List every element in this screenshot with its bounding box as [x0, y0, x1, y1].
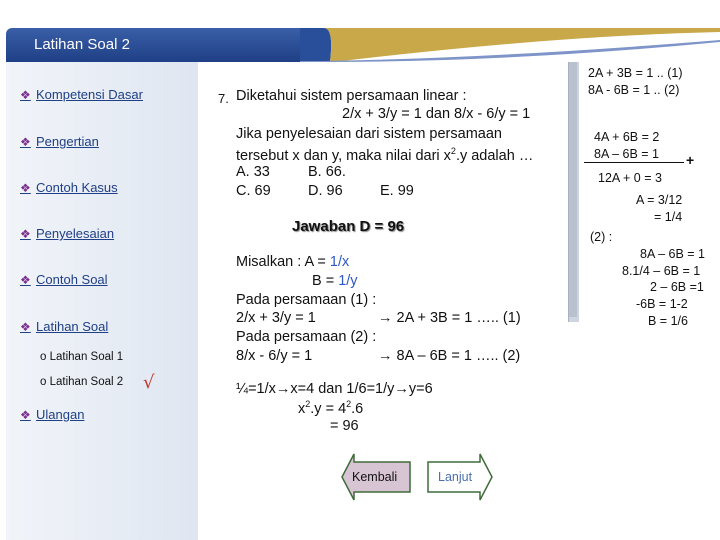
scrollbar-thumb[interactable]: [569, 62, 577, 317]
right-line-11: 2 – 6B =1: [650, 280, 704, 294]
solution-line-2: [312, 273, 358, 289]
solution-highlight: 1/y: [338, 273, 358, 289]
diamond-bullet-icon: ❖: [20, 319, 31, 334]
solution-line-1: [236, 254, 349, 270]
superscript: 2: [346, 399, 352, 409]
question-line-4-text: tersebut x dan y, maka nilai dari x: [236, 147, 451, 164]
superscript: 2: [305, 399, 311, 409]
sidebar-item-kompetensi-dasar[interactable]: [20, 87, 143, 102]
solution-line-4-left: 2/x + 3/y = 1: [236, 310, 316, 326]
right-line-7: = 1/4: [654, 210, 683, 224]
sidebar-subitem-latihan-soal-2[interactable]: [40, 376, 123, 388]
sidebar-item-penyelesaian[interactable]: [20, 226, 114, 241]
sum-rule: [584, 162, 684, 163]
superscript: 2: [450, 146, 456, 156]
right-line-1: 2A + 3B = 1 .. (1): [588, 66, 683, 80]
right-line-6: A = 3/12: [636, 193, 683, 207]
right-line-9: 8A – 6B = 1: [640, 247, 705, 261]
next-button-label: Lanjut: [438, 470, 473, 484]
solution-line-6-right: → 8A – 6B = 1 ….. (2): [378, 348, 521, 364]
solution-highlight: 1/x: [329, 254, 350, 270]
plus-sign: +: [686, 152, 695, 168]
solution-line-5: Pada persamaan (2) :: [236, 329, 377, 345]
option-e: E. 99: [380, 183, 414, 199]
sidebar-item-contoh-kasus[interactable]: [20, 180, 118, 195]
solution-line-4-right: → 2A + 3B = 1 ….. (1): [378, 310, 521, 326]
solution-text: B =: [312, 273, 339, 289]
diamond-bullet-icon: ❖: [20, 134, 31, 149]
question-line-4: [236, 146, 533, 164]
option-a: A. 33: [236, 164, 270, 180]
header-curve-decoration: [300, 28, 720, 62]
answer-heading: Jawaban D = 96: [292, 218, 405, 235]
right-line-13: B = 1/6: [648, 314, 688, 328]
right-line-3: 4A + 6B = 2: [594, 130, 660, 144]
check-mark-icon: √: [143, 372, 155, 393]
sidebar-subitem-label: Latihan Soal 1: [49, 351, 124, 363]
sidebar-item-label: Contoh Kasus: [36, 180, 118, 195]
solution-text: Misalkan : A =: [236, 254, 330, 270]
solution-line-7: ¼=1/x→x=4 dan 1/6=1/y→y=6: [236, 381, 433, 397]
diamond-bullet-icon: ❖: [20, 272, 31, 287]
right-line-5: 12A + 0 = 3: [598, 171, 662, 185]
next-button[interactable]: [426, 452, 494, 502]
question-line-1: Diketahui sistem persamaan linear :: [236, 88, 467, 104]
question-line-2: 2/x + 3/y = 1 dan 8/x - 6/y = 1: [342, 106, 531, 122]
option-c: C. 69: [236, 183, 271, 199]
sidebar-item-pengertian[interactable]: [20, 134, 99, 149]
back-button-label: Kembali: [352, 470, 398, 484]
solution-text: .6: [351, 400, 364, 417]
solution-text: .y = 4: [310, 400, 347, 417]
sidebar-item-label: Kompetensi Dasar: [36, 87, 143, 102]
right-line-10: 8.1/4 – 6B = 1: [622, 264, 701, 278]
right-line-8: (2) :: [590, 230, 613, 244]
option-b: B. 66.: [308, 164, 346, 180]
sidebar-item-ulangan[interactable]: [20, 407, 84, 422]
sidebar-subitem-latihan-soal-1[interactable]: [40, 351, 123, 363]
sub-bullet-icon: o: [40, 351, 47, 363]
sidebar-item-label: Contoh Soal: [36, 272, 108, 287]
sub-bullet-icon: o: [40, 376, 47, 388]
back-button[interactable]: [340, 452, 412, 502]
sidebar-item-label: Ulangan: [36, 407, 85, 422]
sidebar-item-label: Penyelesaian: [36, 226, 115, 241]
diamond-bullet-icon: ❖: [20, 180, 31, 195]
right-line-2: 8A - 6B = 1 .. (2): [588, 83, 680, 97]
solution-line-3: Pada persamaan (1) :: [236, 292, 377, 308]
solution-text: x: [298, 400, 306, 417]
diamond-bullet-icon: ❖: [20, 87, 31, 102]
sidebar-item-latihan-soal[interactable]: [20, 319, 108, 334]
solution-line-6-left: 8/x - 6/y = 1: [236, 348, 313, 364]
question-line-4-tail: .y adalah …: [455, 147, 534, 164]
question-line-3: Jika penyelesaian dari sistem persamaan: [236, 126, 502, 142]
option-d: D. 96: [308, 183, 343, 199]
sidebar-subitem-label: Latihan Soal 2: [49, 376, 124, 388]
diamond-bullet-icon: ❖: [20, 226, 31, 241]
sidebar-item-contoh-soal[interactable]: [20, 272, 108, 287]
sidebar-item-label: Latihan Soal: [36, 319, 109, 334]
question-number: 7.: [218, 91, 229, 106]
solution-line-9: = 96: [330, 418, 359, 434]
right-line-4: 8A – 6B = 1: [594, 147, 659, 161]
sidebar-item-label: Pengertian: [36, 134, 99, 149]
right-line-12: -6B = 1-2: [636, 297, 688, 311]
page-title: Latihan Soal 2: [34, 36, 130, 53]
solution-line-8: [298, 399, 363, 417]
diamond-bullet-icon: ❖: [20, 407, 31, 422]
